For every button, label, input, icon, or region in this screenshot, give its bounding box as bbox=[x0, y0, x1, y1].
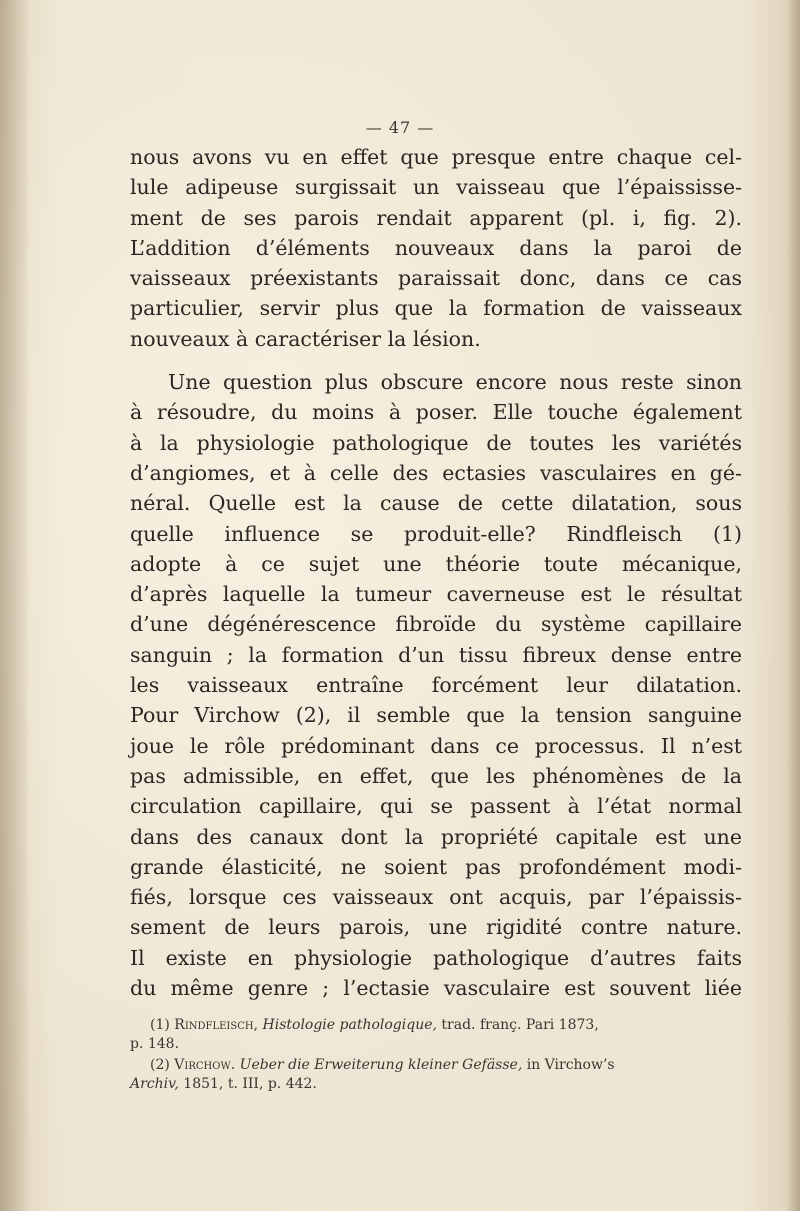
footnote-2 bbox=[130, 1056, 740, 1093]
text-line: les vaisseaux entraîne forcément leur dilatation. bbox=[130, 673, 742, 698]
paragraph-gap bbox=[130, 354, 742, 367]
paragraph-2 bbox=[130, 367, 742, 1003]
footnote-author: Rindfleisch, bbox=[174, 1017, 259, 1033]
text-line: nous avons vu en effet que presque entre chaque cel- bbox=[130, 145, 742, 169]
text-line: d’après laquelle la tumeur caverneuse est le résultat bbox=[130, 582, 742, 607]
text-line: à résoudre, du moins à poser. Elle touche également bbox=[130, 400, 742, 425]
text-line: vaisseaux préexistants paraissait donc, dans ce cas bbox=[130, 266, 742, 291]
text-line: d’une dégénérescence fibroïde du système capillaire bbox=[130, 612, 742, 637]
text-line: ment de ses parois rendait apparent (pl. i, fig. 2). bbox=[130, 205, 742, 230]
footnote-line: p. 148. bbox=[130, 1035, 180, 1052]
footnote-marker: (1) bbox=[150, 1017, 170, 1033]
text-line: nouveaux à caractériser la lésion. bbox=[130, 326, 481, 351]
text-line: quelle influence se produit-elle? Rindfleisch (1) bbox=[130, 521, 742, 546]
footnote-line bbox=[130, 1075, 740, 1094]
footnote-marker: (2) bbox=[150, 1057, 170, 1073]
text-line: L’addition d’éléments nouveaux dans la paroi de bbox=[130, 235, 742, 260]
page-number: — 47 — bbox=[365, 118, 435, 137]
text-line: Pour Virchow (2), il semble que la tension sanguine bbox=[130, 703, 742, 728]
footnote-title: Ueber die Erweiterung kleiner Gefässe, bbox=[239, 1057, 523, 1073]
text-line: Il existe en physiologie pathologique d’autres faits bbox=[130, 945, 742, 970]
text-line: circulation capillaire, qui se passent à l’état normal bbox=[130, 794, 742, 819]
footnote-author: Virchow. bbox=[174, 1057, 236, 1073]
footnote-details: 1851, t. III, p. 442. bbox=[183, 1075, 317, 1092]
text-line: néral. Quelle est la cause de cette dilatation, sous bbox=[130, 491, 742, 516]
text-line: grande élasticité, ne soient pas profondément modi- bbox=[130, 854, 742, 879]
page-gutter-shadow bbox=[0, 0, 28, 1211]
text-line: du même genre ; l’ectasie vasculaire est souvent liée bbox=[130, 976, 742, 1001]
footnote-1 bbox=[130, 1016, 740, 1053]
text-line: fiés, lorsque ces vaisseaux ont acquis, par l’épaissis- bbox=[130, 885, 742, 910]
footnote-line bbox=[150, 1016, 740, 1035]
text-line: pas admissible, en effet, que les phénomènes de la bbox=[130, 763, 742, 788]
text-line: d’angiomes, et à celle des ectasies vasculaires en gé- bbox=[130, 460, 742, 485]
footnote-line bbox=[150, 1056, 740, 1075]
footnote-details: in Virchow’s bbox=[526, 1057, 615, 1073]
text-line: à la physiologie pathologique de toutes les variétés bbox=[130, 430, 742, 455]
page-edge-shadow bbox=[786, 0, 800, 1211]
text-line: sanguin ; la formation d’un tissu fibreux dense entre bbox=[130, 642, 742, 667]
paragraph-1 bbox=[130, 142, 742, 354]
footnote-details: trad. franç. Pari 1873, bbox=[441, 1017, 599, 1033]
text-line: adopte à ce sujet une théorie toute mécanique, bbox=[130, 551, 742, 576]
text-line: particulier, servir plus que la formation de vaisseaux bbox=[130, 296, 742, 321]
text-line: lule adipeuse surgissait un vaisseau que l’épaississe- bbox=[130, 175, 742, 200]
body-text bbox=[130, 142, 742, 1003]
footnotes bbox=[130, 1016, 740, 1096]
text-line: Une question plus obscure encore nous reste sinon bbox=[168, 370, 742, 395]
footnote-title: Histologie pathologique, bbox=[262, 1017, 437, 1033]
footnote-journal: Archiv, bbox=[130, 1075, 179, 1092]
text-line: joue le rôle prédominant dans ce processus. Il n’est bbox=[130, 733, 742, 758]
text-line: dans des canaux dont la propriété capitale est une bbox=[130, 824, 742, 849]
text-line: sement de leurs parois, une rigidité contre nature. bbox=[130, 915, 742, 940]
